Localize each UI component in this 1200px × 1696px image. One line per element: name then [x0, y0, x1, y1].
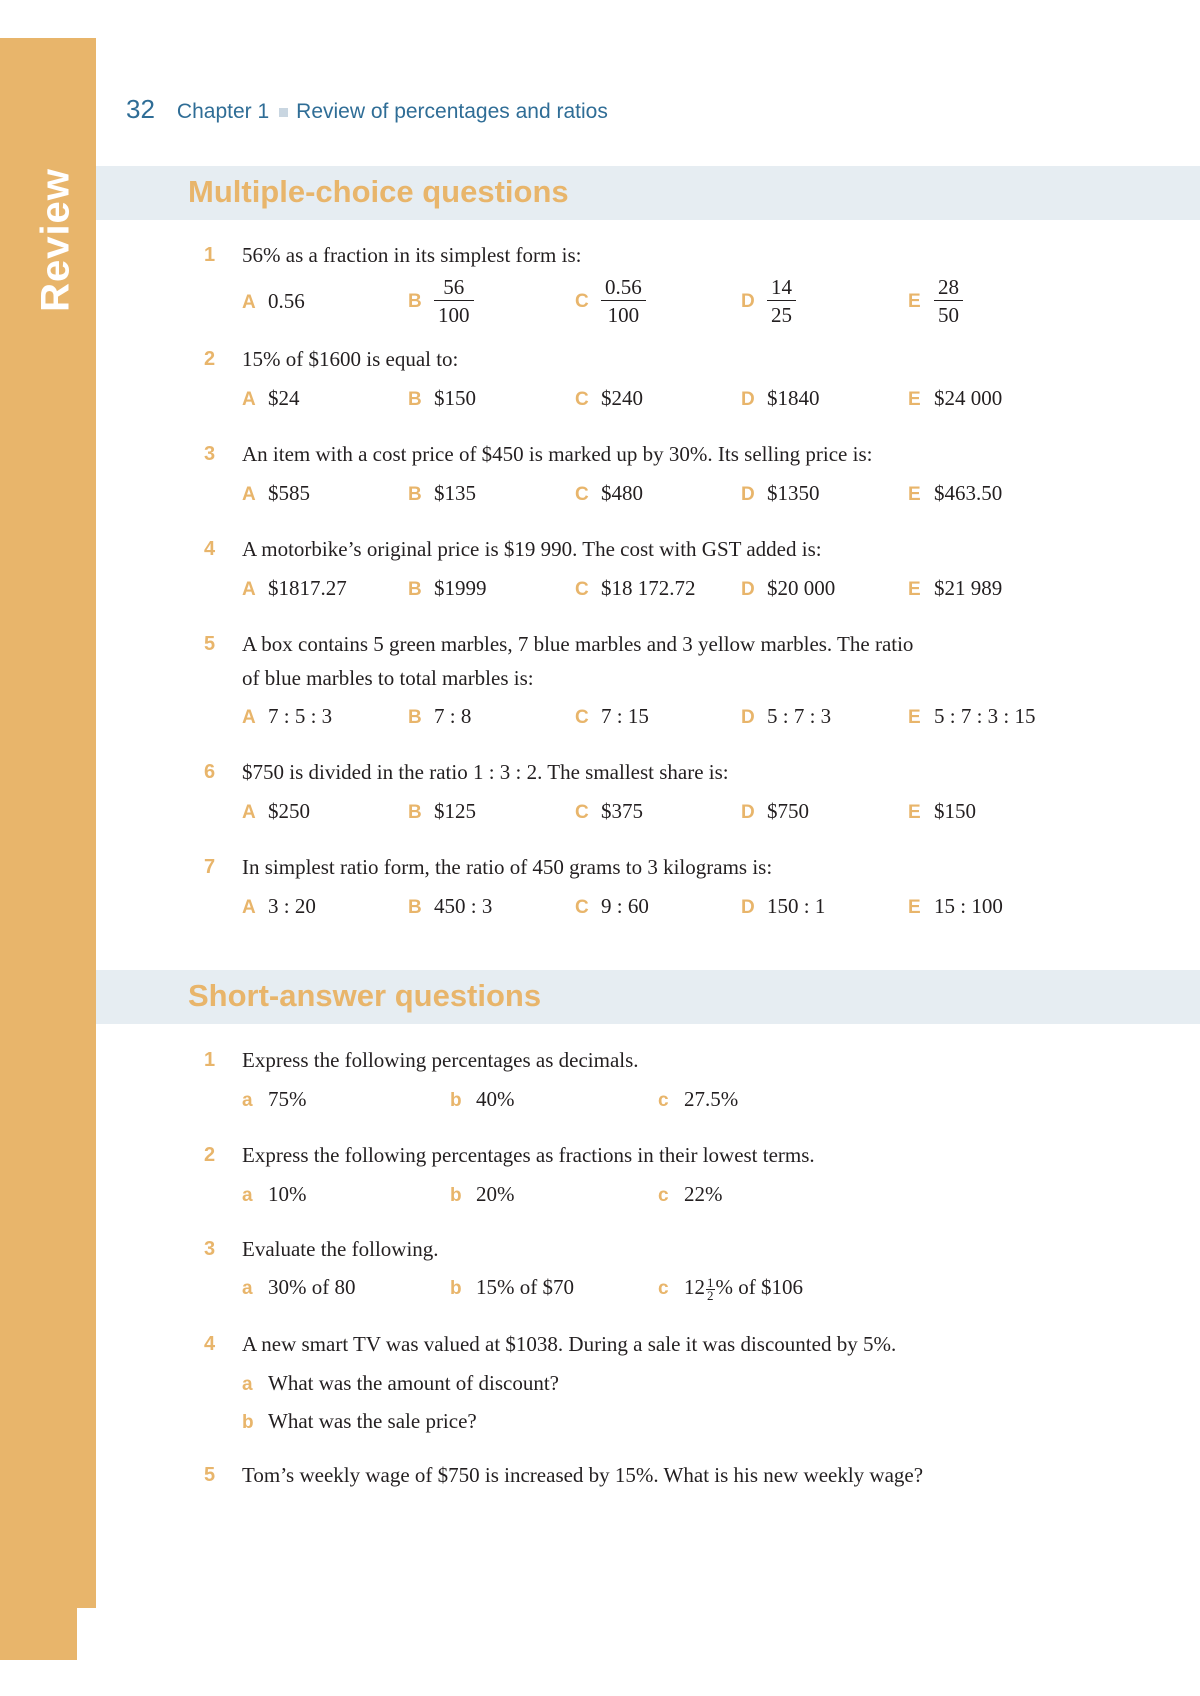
fraction	[934, 274, 963, 329]
question-number: 4	[204, 1333, 216, 1355]
option-text: 5 : 7 : 3	[767, 704, 832, 728]
fraction-denominator: 25	[771, 303, 792, 327]
page-number: 32	[126, 94, 155, 124]
option-text: $375	[601, 799, 643, 823]
fraction-denominator: 100	[438, 303, 470, 327]
part-b	[242, 1409, 477, 1434]
option-e	[908, 799, 976, 824]
option-letter: A	[242, 484, 256, 505]
fraction	[601, 274, 646, 329]
option-b	[408, 894, 492, 919]
part-b	[450, 1087, 515, 1112]
option-c	[575, 576, 696, 601]
option-e	[908, 274, 963, 329]
option-letter: C	[575, 802, 589, 823]
question-number: 5	[204, 1464, 216, 1486]
option-letter: D	[741, 484, 755, 505]
option-letter: B	[408, 579, 422, 600]
part-text: 22%	[684, 1182, 723, 1206]
fraction-denominator: 100	[607, 303, 640, 327]
option-text: 0.56	[268, 289, 305, 313]
part-letter: c	[658, 1278, 669, 1299]
part-letter: a	[242, 1278, 253, 1299]
part-letter: b	[242, 1412, 254, 1433]
option-d	[741, 386, 820, 411]
option-letter: A	[242, 707, 256, 728]
option-letter: B	[408, 897, 422, 918]
part-a	[242, 1182, 307, 1207]
option-a	[242, 289, 305, 314]
option-text: $150	[434, 386, 476, 410]
fraction-denominator: 2	[707, 1287, 714, 1303]
option-a	[242, 386, 300, 411]
option-letter: E	[908, 897, 921, 918]
option-text: $125	[434, 799, 476, 823]
question-number: 2	[204, 348, 216, 370]
fraction-denominator: 50	[938, 303, 959, 327]
option-text: $1999	[434, 576, 487, 600]
option-text: 150 : 1	[767, 894, 826, 918]
option-text: $24 000	[934, 386, 1003, 410]
option-letter: B	[408, 290, 422, 312]
part-letter: a	[242, 1090, 253, 1111]
part-text: 30% of 80	[268, 1275, 356, 1299]
part-text: 75%	[268, 1087, 307, 1111]
option-b	[408, 799, 476, 824]
option-letter: A	[242, 579, 256, 600]
option-e	[908, 481, 1002, 506]
option-text: $20 000	[767, 576, 836, 600]
fraction-numerator: 14	[767, 274, 796, 301]
question-text: In simplest ratio form, the ratio of 450 grams to 3 kilograms is:	[242, 855, 773, 879]
option-c	[575, 894, 649, 919]
part-letter: b	[450, 1090, 462, 1111]
part-text: What was the sale price?	[268, 1409, 477, 1433]
option-c	[575, 704, 649, 729]
option-text: $18 172.72	[601, 576, 696, 600]
option-b	[408, 576, 487, 601]
option-text: $1840	[767, 386, 820, 410]
fraction-numerator: 56	[434, 274, 474, 301]
option-letter: D	[741, 290, 755, 312]
option-a	[242, 894, 316, 919]
option-letter: C	[575, 707, 589, 728]
part-text: 20%	[476, 1182, 515, 1206]
option-text: $21 989	[934, 576, 1003, 600]
option-b	[408, 704, 471, 729]
option-d	[741, 704, 831, 729]
question-text: Express the following percentages as decimals.	[242, 1048, 639, 1072]
option-letter: C	[575, 484, 589, 505]
option-letter: B	[408, 707, 422, 728]
option-text: $250	[268, 799, 310, 823]
mixed-number-fraction	[706, 1274, 715, 1303]
option-d	[741, 576, 835, 601]
option-c	[575, 481, 643, 506]
separator-square	[279, 108, 288, 117]
option-c	[575, 386, 643, 411]
question-text-line-2: of blue marbles to total marbles is:	[242, 666, 534, 690]
question-number: 5	[204, 633, 216, 655]
option-e	[908, 894, 1003, 919]
option-letter: D	[741, 897, 755, 918]
option-letter: D	[741, 579, 755, 600]
sidebar-bottom	[0, 1608, 77, 1660]
option-a	[242, 799, 310, 824]
option-letter: C	[575, 897, 589, 918]
question-number: 3	[204, 1238, 216, 1260]
part-letter: c	[658, 1185, 669, 1206]
option-letter: E	[908, 484, 921, 505]
option-text: 5 : 7 : 3 : 15	[934, 704, 1036, 728]
option-text: $240	[601, 386, 643, 410]
part-letter: b	[450, 1278, 462, 1299]
question-number: 6	[204, 761, 216, 783]
option-e	[908, 704, 1036, 729]
part-letter: c	[658, 1090, 669, 1111]
option-letter: B	[408, 389, 422, 410]
option-a	[242, 576, 347, 601]
question-number: 2	[204, 1144, 216, 1166]
option-d	[741, 894, 825, 919]
option-text: $1350	[767, 481, 820, 505]
option-text: 9 : 60	[601, 894, 649, 918]
mc-section-title: Multiple-choice questions	[188, 174, 569, 209]
chapter-label: Chapter 1	[176, 100, 270, 123]
question-number: 7	[204, 856, 216, 878]
option-d	[741, 799, 809, 824]
question-number: 1	[204, 1049, 216, 1071]
part-a	[242, 1275, 356, 1300]
option-text: 15 : 100	[934, 894, 1003, 918]
option-text: $135	[434, 481, 476, 505]
question-number: 4	[204, 538, 216, 560]
part-c	[658, 1087, 738, 1112]
sa-section-title: Short-answer questions	[188, 978, 542, 1013]
option-d	[741, 274, 796, 329]
question-text: 56% as a fraction in its simplest form is:	[242, 243, 582, 267]
option-letter: E	[908, 389, 921, 410]
option-text: $150	[934, 799, 976, 823]
part-a	[242, 1087, 307, 1112]
option-letter: D	[741, 707, 755, 728]
option-e	[908, 576, 1002, 601]
option-text: 450 : 3	[434, 894, 493, 918]
option-letter: E	[908, 290, 921, 312]
fraction-numerator: 0.56	[601, 274, 646, 301]
option-c	[575, 799, 643, 824]
question-number: 3	[204, 443, 216, 465]
part-text: 10%	[268, 1182, 307, 1206]
part-a	[242, 1371, 559, 1396]
option-text: $750	[767, 799, 809, 823]
option-letter: B	[408, 802, 422, 823]
part-text: 27.5%	[684, 1087, 739, 1111]
question-text: Express the following percentages as fractions in their lowest terms.	[242, 1143, 815, 1167]
question-text: $750 is divided in the ratio 1 : 3 : 2. The smallest share is:	[242, 760, 729, 784]
option-a	[242, 481, 310, 506]
question-text: Evaluate the following.	[242, 1237, 439, 1261]
part-letter: a	[242, 1185, 253, 1206]
part-c	[658, 1275, 803, 1302]
option-letter: C	[575, 389, 589, 410]
option-text: 7 : 5 : 3	[268, 704, 333, 728]
option-e	[908, 386, 1002, 411]
fraction	[767, 274, 796, 329]
option-letter: E	[908, 707, 921, 728]
option-text: $480	[601, 481, 643, 505]
chapter-title: Review of percentages and ratios	[296, 100, 608, 123]
option-letter: E	[908, 579, 921, 600]
part-b	[450, 1182, 515, 1207]
part-c	[658, 1182, 723, 1207]
option-letter: A	[242, 292, 256, 313]
question-text: 15% of $1600 is equal to:	[242, 347, 459, 371]
option-letter: D	[741, 389, 755, 410]
running-head	[126, 94, 608, 125]
fraction	[434, 274, 474, 329]
option-letter: D	[741, 802, 755, 823]
option-b	[408, 481, 476, 506]
option-d	[741, 481, 820, 506]
option-text: $463.50	[934, 481, 1003, 505]
option-letter: B	[408, 484, 422, 505]
part-text: 40%	[476, 1087, 515, 1111]
question-text: An item with a cost price of $450 is marked up by 30%. Its selling price is:	[242, 442, 873, 466]
question-text: Tom’s weekly wage of $750 is increased by 15%. What is his new weekly wage?	[242, 1463, 924, 1487]
option-b	[408, 386, 476, 411]
part-letter: b	[450, 1185, 462, 1206]
option-b	[408, 274, 474, 329]
option-c	[575, 274, 646, 329]
option-text: $1817.27	[268, 576, 347, 600]
fraction-numerator: 1	[707, 1274, 714, 1290]
question-text-line-1: A box contains 5 green marbles, 7 blue marbles and 3 yellow marbles. The ratio	[242, 632, 914, 656]
fraction-numerator: 28	[934, 274, 963, 301]
option-letter: A	[242, 389, 256, 410]
question-text: A new smart TV was valued at $1038. During a sale it was discounted by 5%.	[242, 1332, 897, 1356]
part-text: % of $106	[715, 1275, 803, 1299]
question-number: 1	[204, 244, 216, 266]
option-letter: A	[242, 897, 256, 918]
part-text: What was the amount of discount?	[268, 1371, 560, 1395]
option-letter: A	[242, 802, 256, 823]
review-tab-label: Review	[33, 168, 78, 312]
part-letter: a	[242, 1374, 253, 1395]
option-text: $24	[268, 386, 300, 410]
option-letter: C	[575, 579, 589, 600]
option-letter: E	[908, 802, 921, 823]
option-text: 7 : 8	[434, 704, 472, 728]
option-a	[242, 704, 332, 729]
option-text: 7 : 15	[601, 704, 649, 728]
question-text: A motorbike’s original price is $19 990. The cost with GST added is:	[242, 537, 822, 561]
option-letter: C	[575, 290, 589, 312]
option-text: $585	[268, 481, 310, 505]
part-text: 15% of $70	[476, 1275, 574, 1299]
option-text: 3 : 20	[268, 894, 316, 918]
mixed-number-whole: 12	[684, 1275, 705, 1299]
part-b	[450, 1275, 574, 1300]
